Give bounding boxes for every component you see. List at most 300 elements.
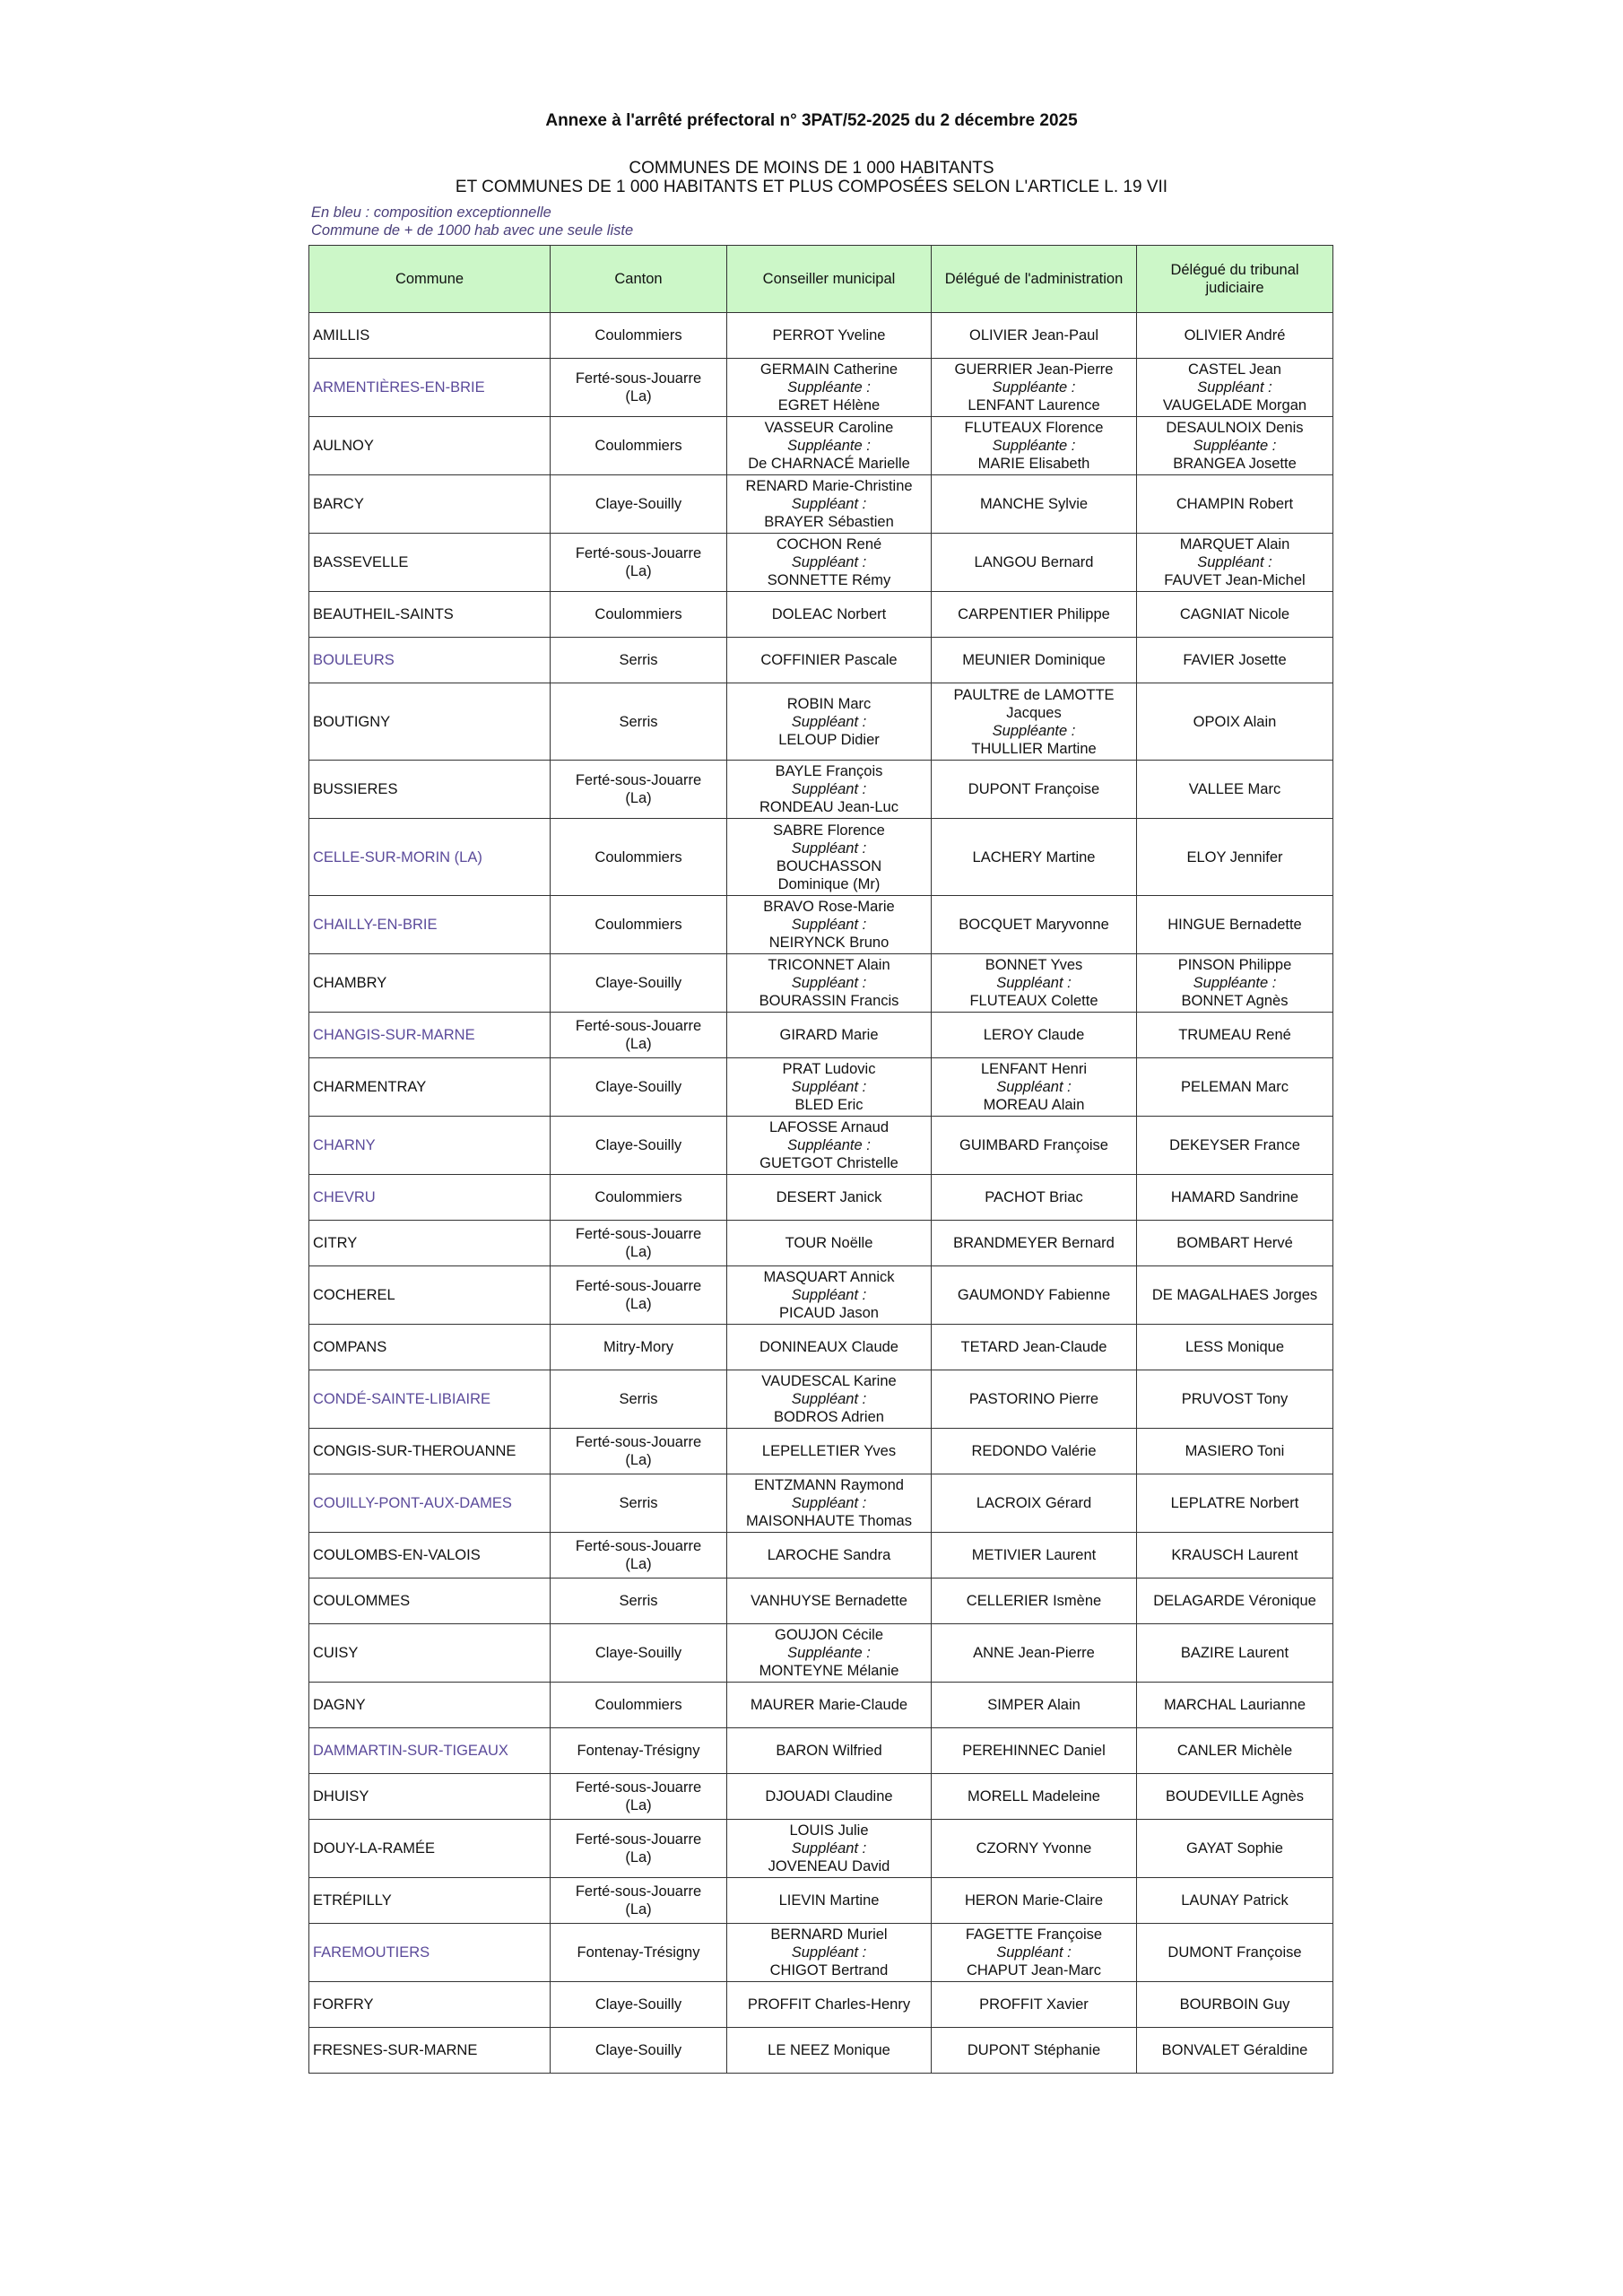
name-line: MARIE Elisabeth xyxy=(977,456,1090,472)
cell-canton xyxy=(551,475,727,534)
name-line: BLED Eric xyxy=(794,1097,864,1113)
cell-administration xyxy=(932,1013,1137,1058)
name-line: COCHON René xyxy=(776,536,882,552)
cell-canton xyxy=(551,417,727,475)
cell-tribunal xyxy=(1137,1982,1333,2028)
name-line: MANCHE Sylvie xyxy=(979,496,1089,512)
name-line: DESAULNOIX Denis xyxy=(1166,420,1304,436)
cell-canton xyxy=(551,1013,727,1058)
cell-conseiller xyxy=(727,1221,932,1266)
name-line: Coulommiers xyxy=(595,438,682,454)
substitute-label: Suppléant : xyxy=(791,1287,867,1303)
name-line: Ferté-sous-Jouarre xyxy=(575,1434,702,1450)
name-line: TRICONNET Alain xyxy=(768,957,890,973)
name-line: BOURBOIN Guy xyxy=(1179,1996,1290,2013)
name-line: FLUTEAUX Florence xyxy=(964,420,1104,436)
cell-conseiller xyxy=(727,1266,932,1325)
subtitle-line-2: ET COMMUNES DE 1 000 HABITANTS ET PLUS COMPOSÉES SELON L'ARTICLE L. 19 VII xyxy=(455,178,1168,196)
name-line: SIMPER Alain xyxy=(987,1697,1081,1713)
cell-tribunal xyxy=(1137,1370,1333,1429)
name-line: LEPELLETIER Yves xyxy=(761,1443,897,1459)
cell-commune: BEAUTHEIL-SAINTS xyxy=(309,592,551,638)
cell-administration xyxy=(932,954,1137,1013)
name-line: ANNE Jean-Pierre xyxy=(973,1645,1095,1661)
cell-conseiller xyxy=(727,1878,932,1924)
name-line: REDONDO Valérie xyxy=(971,1443,1097,1459)
cell-administration xyxy=(932,1370,1137,1429)
name-line: LEPLATRE Norbert xyxy=(1170,1495,1299,1511)
cell-conseiller xyxy=(727,1175,932,1221)
cell-canton xyxy=(551,1221,727,1266)
cell-administration xyxy=(932,1117,1137,1175)
name-line: VAUDESCAL Karine xyxy=(761,1373,897,1389)
cell-tribunal xyxy=(1137,534,1333,592)
name-line: MEUNIER Dominique xyxy=(962,652,1106,668)
communes-table xyxy=(308,245,1333,2074)
name-line: (La) xyxy=(625,790,652,806)
cell-administration xyxy=(932,359,1137,417)
cell-administration xyxy=(932,2028,1137,2074)
cell-tribunal xyxy=(1137,417,1333,475)
substitute-label: Suppléant : xyxy=(1197,379,1272,396)
name-line: Ferté-sous-Jouarre xyxy=(575,370,702,387)
name-line: METIVIER Laurent xyxy=(971,1547,1097,1563)
substitute-label: Suppléant : xyxy=(791,496,867,512)
cell-commune: BUSSIERES xyxy=(309,761,551,819)
cell-tribunal xyxy=(1137,1013,1333,1058)
cell-canton xyxy=(551,313,727,359)
cell-conseiller xyxy=(727,1924,932,1982)
name-line: BAZIRE Laurent xyxy=(1180,1645,1289,1661)
cell-canton xyxy=(551,1117,727,1175)
name-line: MOREAU Alain xyxy=(983,1097,1085,1113)
cell-commune: CELLE-SUR-MORIN (LA) xyxy=(309,819,551,896)
cell-commune: FAREMOUTIERS xyxy=(309,1924,551,1982)
cell-administration xyxy=(932,1429,1137,1474)
cell-administration xyxy=(932,1924,1137,1982)
name-line: Fontenay-Trésigny xyxy=(577,1944,700,1961)
name-line: Ferté-sous-Jouarre xyxy=(575,1278,702,1294)
name-line: BRAYER Sébastien xyxy=(764,514,894,530)
cell-canton xyxy=(551,2028,727,2074)
name-line: Fontenay-Trésigny xyxy=(577,1743,700,1759)
name-line: LEROY Claude xyxy=(983,1027,1085,1043)
table-row xyxy=(309,1878,1333,1924)
name-line: PERROT Yveline xyxy=(772,327,886,344)
name-line: GUERRIER Jean-Pierre xyxy=(954,361,1114,378)
cell-administration xyxy=(932,313,1137,359)
cell-tribunal xyxy=(1137,896,1333,954)
substitute-label: Suppléant : xyxy=(996,1079,1072,1095)
name-line: BOUCHASSON xyxy=(776,857,882,874)
cell-canton xyxy=(551,1820,727,1878)
name-line: Dominique (Mr) xyxy=(777,875,881,892)
name-line: TOUR Noëlle xyxy=(785,1235,873,1251)
cell-commune: CHARMENTRAY xyxy=(309,1058,551,1117)
name-line: (La) xyxy=(625,563,652,579)
cell-conseiller xyxy=(727,1429,932,1474)
table-row xyxy=(309,1058,1333,1117)
cell-conseiller xyxy=(727,1325,932,1370)
cell-commune: CUISY xyxy=(309,1624,551,1683)
name-line: (La) xyxy=(625,388,652,404)
cell-canton xyxy=(551,1728,727,1774)
cell-commune: DAGNY xyxy=(309,1683,551,1728)
cell-canton xyxy=(551,819,727,896)
substitute-label: Suppléante : xyxy=(992,722,1076,739)
cell-canton xyxy=(551,638,727,683)
cell-commune: CONDÉ-SAINTE-LIBIAIRE xyxy=(309,1370,551,1429)
name-line: BOURASSIN Francis xyxy=(759,993,899,1009)
name-line: THULLIER Martine xyxy=(971,740,1097,757)
cell-commune: BARCY xyxy=(309,475,551,534)
cell-canton xyxy=(551,1878,727,1924)
name-line: LAROCHE Sandra xyxy=(767,1547,891,1563)
cell-conseiller xyxy=(727,417,932,475)
name-line: (La) xyxy=(625,1901,652,1918)
cell-administration xyxy=(932,417,1137,475)
cell-canton xyxy=(551,1474,727,1533)
name-line: Coulommiers xyxy=(595,606,682,622)
name-line: GERMAIN Catherine xyxy=(759,361,898,378)
table-row xyxy=(309,1013,1333,1058)
name-line: PROFFIT Xavier xyxy=(979,1996,1089,2013)
cell-administration xyxy=(932,1774,1137,1820)
name-line: LELOUP Didier xyxy=(778,731,880,748)
cell-conseiller xyxy=(727,1982,932,2028)
cell-commune: COULOMMES xyxy=(309,1578,551,1624)
subtitle-line-1: COMMUNES DE MOINS DE 1 000 HABITANTS xyxy=(629,159,994,178)
substitute-label: Suppléante : xyxy=(787,438,871,454)
substitute-label: Suppléante : xyxy=(1193,975,1277,991)
cell-tribunal xyxy=(1137,638,1333,683)
table-row xyxy=(309,638,1333,683)
name-line: PROFFIT Charles-Henry xyxy=(747,1996,911,2013)
cell-conseiller xyxy=(727,683,932,761)
cell-tribunal xyxy=(1137,592,1333,638)
substitute-label: Suppléant : xyxy=(791,1840,867,1857)
name-line: DESERT Janick xyxy=(776,1189,882,1205)
cell-administration xyxy=(932,1175,1137,1221)
cell-administration xyxy=(932,592,1137,638)
cell-tribunal xyxy=(1137,1221,1333,1266)
table-row xyxy=(309,683,1333,761)
name-line: Serris xyxy=(619,1495,658,1511)
name-line: CZORNY Yvonne xyxy=(976,1840,1092,1857)
name-line: GIRARD Marie xyxy=(779,1027,879,1043)
name-line: BRANDMEYER Bernard xyxy=(953,1235,1115,1251)
cell-tribunal xyxy=(1137,1474,1333,1533)
name-line: LE NEEZ Monique xyxy=(768,2042,890,2058)
document-title: Annexe à l'arrêté préfectoral n° 3PAT/52-2025 du 2 décembre 2025 xyxy=(545,111,1078,130)
cell-administration xyxy=(932,1221,1137,1266)
name-line: EGRET Hélène xyxy=(777,397,881,413)
cell-conseiller xyxy=(727,2028,932,2074)
cell-canton xyxy=(551,592,727,638)
name-line: BONNET Yves xyxy=(985,957,1083,973)
cell-commune: COUILLY-PONT-AUX-DAMES xyxy=(309,1474,551,1533)
cell-tribunal xyxy=(1137,761,1333,819)
cell-conseiller xyxy=(727,1774,932,1820)
name-line: GAYAT Sophie xyxy=(1186,1840,1283,1857)
cell-commune: FRESNES-SUR-MARNE xyxy=(309,2028,551,2074)
name-line: CELLERIER Ismène xyxy=(966,1593,1102,1609)
name-line: OLIVIER André xyxy=(1184,327,1286,344)
table-row xyxy=(309,1175,1333,1221)
name-line: GAUMONDY Fabienne xyxy=(957,1287,1111,1303)
cell-administration xyxy=(932,761,1137,819)
name-line: CARPENTIER Philippe xyxy=(958,606,1110,622)
name-line: (La) xyxy=(625,1452,652,1468)
name-line: Ferté-sous-Jouarre xyxy=(575,545,702,561)
cell-commune: COCHEREL xyxy=(309,1266,551,1325)
cell-tribunal xyxy=(1137,683,1333,761)
table-row xyxy=(309,1683,1333,1728)
table-row xyxy=(309,896,1333,954)
name-line: CHIGOT Bertrand xyxy=(769,1962,889,1979)
table-row xyxy=(309,1221,1333,1266)
cell-conseiller xyxy=(727,761,932,819)
header-commune: Commune xyxy=(309,246,551,313)
header-administration: Délégué de l'administration xyxy=(932,246,1137,313)
name-line: Serris xyxy=(619,652,658,668)
name-line: Serris xyxy=(619,713,658,730)
cell-administration xyxy=(932,1982,1137,2028)
cell-commune: FORFRY xyxy=(309,1982,551,2028)
cell-administration xyxy=(932,1266,1137,1325)
header-canton: Canton xyxy=(551,246,727,313)
name-line: Coulommiers xyxy=(595,848,682,865)
name-line: DE MAGALHAES Jorges xyxy=(1151,1287,1318,1303)
cell-administration xyxy=(932,1728,1137,1774)
cell-tribunal xyxy=(1137,2028,1333,2074)
substitute-label: Suppléant : xyxy=(791,839,867,857)
name-line: DJOUADI Claudine xyxy=(765,1788,893,1805)
name-line: De CHARNACÉ Marielle xyxy=(748,456,910,472)
cell-administration xyxy=(932,1325,1137,1370)
cell-commune: BASSEVELLE xyxy=(309,534,551,592)
substitute-label: Suppléant : xyxy=(1197,554,1272,570)
name-line: Coulommiers xyxy=(595,1189,682,1205)
name-line: BONNET Agnès xyxy=(1181,993,1289,1009)
cell-commune: CHARNY xyxy=(309,1117,551,1175)
name-line: Claye-Souilly xyxy=(595,1137,682,1153)
table-row xyxy=(309,1728,1333,1774)
cell-conseiller xyxy=(727,819,932,896)
table-row xyxy=(309,1474,1333,1533)
legend-line-1: En bleu : composition exceptionnelle xyxy=(311,204,551,221)
cell-canton xyxy=(551,1578,727,1624)
cell-tribunal xyxy=(1137,1820,1333,1878)
cell-commune: COULOMBS-EN-VALOIS xyxy=(309,1533,551,1578)
cell-tribunal xyxy=(1137,1878,1333,1924)
cell-conseiller xyxy=(727,359,932,417)
cell-conseiller xyxy=(727,954,932,1013)
cell-administration xyxy=(932,1474,1137,1533)
cell-tribunal xyxy=(1137,359,1333,417)
name-line: Serris xyxy=(619,1593,658,1609)
cell-administration xyxy=(932,1578,1137,1624)
name-line: HINGUE Bernadette xyxy=(1167,917,1302,933)
cell-tribunal xyxy=(1137,475,1333,534)
name-line: LAUNAY Patrick xyxy=(1181,1892,1289,1909)
substitute-label: Suppléant : xyxy=(996,975,1072,991)
cell-conseiller xyxy=(727,638,932,683)
name-line: LIEVIN Martine xyxy=(778,1892,880,1909)
header-tribunal: Délégué du tribunal judiciaire xyxy=(1137,246,1333,313)
cell-conseiller xyxy=(727,1683,932,1728)
name-line: CHAPUT Jean-Marc xyxy=(966,1962,1102,1979)
table-row xyxy=(309,1578,1333,1624)
cell-administration xyxy=(932,896,1137,954)
name-line: DOLEAC Norbert xyxy=(771,606,887,622)
name-line: LANGOU Bernard xyxy=(974,554,1094,570)
cell-conseiller xyxy=(727,313,932,359)
cell-canton xyxy=(551,1982,727,2028)
cell-canton xyxy=(551,1175,727,1221)
substitute-label: Suppléant : xyxy=(791,713,867,730)
cell-commune: CONGIS-SUR-THEROUANNE xyxy=(309,1429,551,1474)
name-line: PASTORINO Pierre xyxy=(968,1391,1099,1407)
substitute-label: Suppléant : xyxy=(791,975,867,991)
name-line: MAISONHAUTE Thomas xyxy=(746,1513,912,1529)
table-row xyxy=(309,1774,1333,1820)
cell-commune: DOUY-LA-RAMÉE xyxy=(309,1820,551,1878)
cell-conseiller xyxy=(727,896,932,954)
name-line: Claye-Souilly xyxy=(595,975,682,991)
cell-tribunal xyxy=(1137,1683,1333,1728)
table-header-row xyxy=(309,246,1333,313)
cell-canton xyxy=(551,1370,727,1429)
cell-administration xyxy=(932,1058,1137,1117)
name-line: GUETGOT Christelle xyxy=(759,1155,898,1171)
name-line: ELOY Jennifer xyxy=(1186,848,1283,865)
name-line: LACHERY Martine xyxy=(972,848,1096,865)
table-row xyxy=(309,1533,1333,1578)
name-line: PEREHINNEC Daniel xyxy=(962,1743,1106,1759)
cell-administration xyxy=(932,1683,1137,1728)
header-conseiller: Conseiller municipal xyxy=(727,246,932,313)
cell-commune: BOULEURS xyxy=(309,638,551,683)
substitute-label: Suppléante : xyxy=(787,379,871,396)
table-row xyxy=(309,1924,1333,1982)
name-line: LACROIX Gérard xyxy=(976,1495,1092,1511)
name-line: LAFOSSE Arnaud xyxy=(769,1119,889,1135)
name-line: NEIRYNCK Bruno xyxy=(768,935,890,951)
table-row xyxy=(309,819,1333,896)
name-line: PICAUD Jason xyxy=(779,1305,879,1321)
name-line: VALLEE Marc xyxy=(1188,781,1281,797)
name-line: Claye-Souilly xyxy=(595,1645,682,1661)
name-line: FLUTEAUX Colette xyxy=(969,993,1098,1009)
substitute-label: Suppléant : xyxy=(791,1079,867,1095)
substitute-label: Suppléant : xyxy=(791,1944,867,1961)
table-row xyxy=(309,313,1333,359)
name-line: FAVIER Josette xyxy=(1183,652,1287,668)
name-line: FAGETTE Françoise xyxy=(965,1926,1103,1943)
cell-canton xyxy=(551,1429,727,1474)
name-line: (La) xyxy=(625,1556,652,1572)
name-line: MONTEYNE Mélanie xyxy=(759,1663,899,1679)
name-line: PELEMAN Marc xyxy=(1180,1079,1289,1095)
table-row xyxy=(309,534,1333,592)
table-row xyxy=(309,1370,1333,1429)
name-line: Claye-Souilly xyxy=(595,1996,682,2013)
cell-tribunal xyxy=(1137,1578,1333,1624)
cell-commune: CHAMBRY xyxy=(309,954,551,1013)
name-line: Ferté-sous-Jouarre xyxy=(575,1779,702,1796)
table-row xyxy=(309,761,1333,819)
name-line: CAGNIAT Nicole xyxy=(1179,606,1290,622)
name-line: KRAUSCH Laurent xyxy=(1171,1547,1298,1563)
cell-canton xyxy=(551,683,727,761)
cell-commune: DAMMARTIN-SUR-TIGEAUX xyxy=(309,1728,551,1774)
name-line: DEKEYSER France xyxy=(1169,1137,1300,1153)
cell-conseiller xyxy=(727,1474,932,1533)
substitute-label: Suppléante : xyxy=(787,1137,871,1153)
cell-canton xyxy=(551,1533,727,1578)
name-line: MARQUET Alain xyxy=(1179,536,1290,552)
cell-commune: AULNOY xyxy=(309,417,551,475)
name-line: Claye-Souilly xyxy=(595,496,682,512)
cell-commune: DHUISY xyxy=(309,1774,551,1820)
name-line: VASSEUR Caroline xyxy=(764,420,894,436)
name-line: Claye-Souilly xyxy=(595,2042,682,2058)
name-line: MARCHAL Laurianne xyxy=(1163,1697,1306,1713)
name-line: Coulommiers xyxy=(595,917,682,933)
cell-commune: BOUTIGNY xyxy=(309,683,551,761)
cell-commune: CHANGIS-SUR-MARNE xyxy=(309,1013,551,1058)
table-row xyxy=(309,359,1333,417)
name-line: PACHOT Briac xyxy=(985,1189,1083,1205)
name-line: GOUJON Cécile xyxy=(774,1627,884,1643)
name-line: GUIMBARD Françoise xyxy=(959,1137,1108,1153)
name-line: LENFANT Henri xyxy=(981,1061,1087,1077)
name-line: Mitry-Mory xyxy=(603,1339,673,1355)
substitute-label: Suppléante : xyxy=(1193,438,1277,454)
name-line: LOUIS Julie xyxy=(789,1822,869,1839)
cell-commune: ARMENTIÈRES-EN-BRIE xyxy=(309,359,551,417)
cell-canton xyxy=(551,1325,727,1370)
cell-canton xyxy=(551,1058,727,1117)
cell-tribunal xyxy=(1137,1266,1333,1325)
name-line: BARON Wilfried xyxy=(776,1743,882,1759)
name-line: Jacques xyxy=(1006,704,1062,721)
cell-tribunal xyxy=(1137,1533,1333,1578)
substitute-label: Suppléante : xyxy=(992,379,1076,396)
substitute-label: Suppléant : xyxy=(791,1495,867,1511)
name-line: HERON Marie-Claire xyxy=(964,1892,1104,1909)
cell-conseiller xyxy=(727,1533,932,1578)
table-row xyxy=(309,1820,1333,1878)
name-line: OPOIX Alain xyxy=(1193,713,1277,730)
name-line: Claye-Souilly xyxy=(595,1079,682,1095)
name-line: Ferté-sous-Jouarre xyxy=(575,1831,702,1848)
cell-administration xyxy=(932,683,1137,761)
name-line: Ferté-sous-Jouarre xyxy=(575,1226,702,1242)
cell-tribunal xyxy=(1137,1117,1333,1175)
table-row xyxy=(309,1117,1333,1175)
name-line: MASQUART Annick xyxy=(763,1269,895,1285)
table-body xyxy=(309,313,1333,2074)
cell-conseiller xyxy=(727,1578,932,1624)
name-line: ROBIN Marc xyxy=(786,695,872,712)
cell-conseiller xyxy=(727,1117,932,1175)
cell-tribunal xyxy=(1137,1175,1333,1221)
name-line: MORELL Madeleine xyxy=(968,1788,1100,1805)
name-line: PINSON Philippe xyxy=(1177,957,1292,973)
cell-conseiller xyxy=(727,475,932,534)
